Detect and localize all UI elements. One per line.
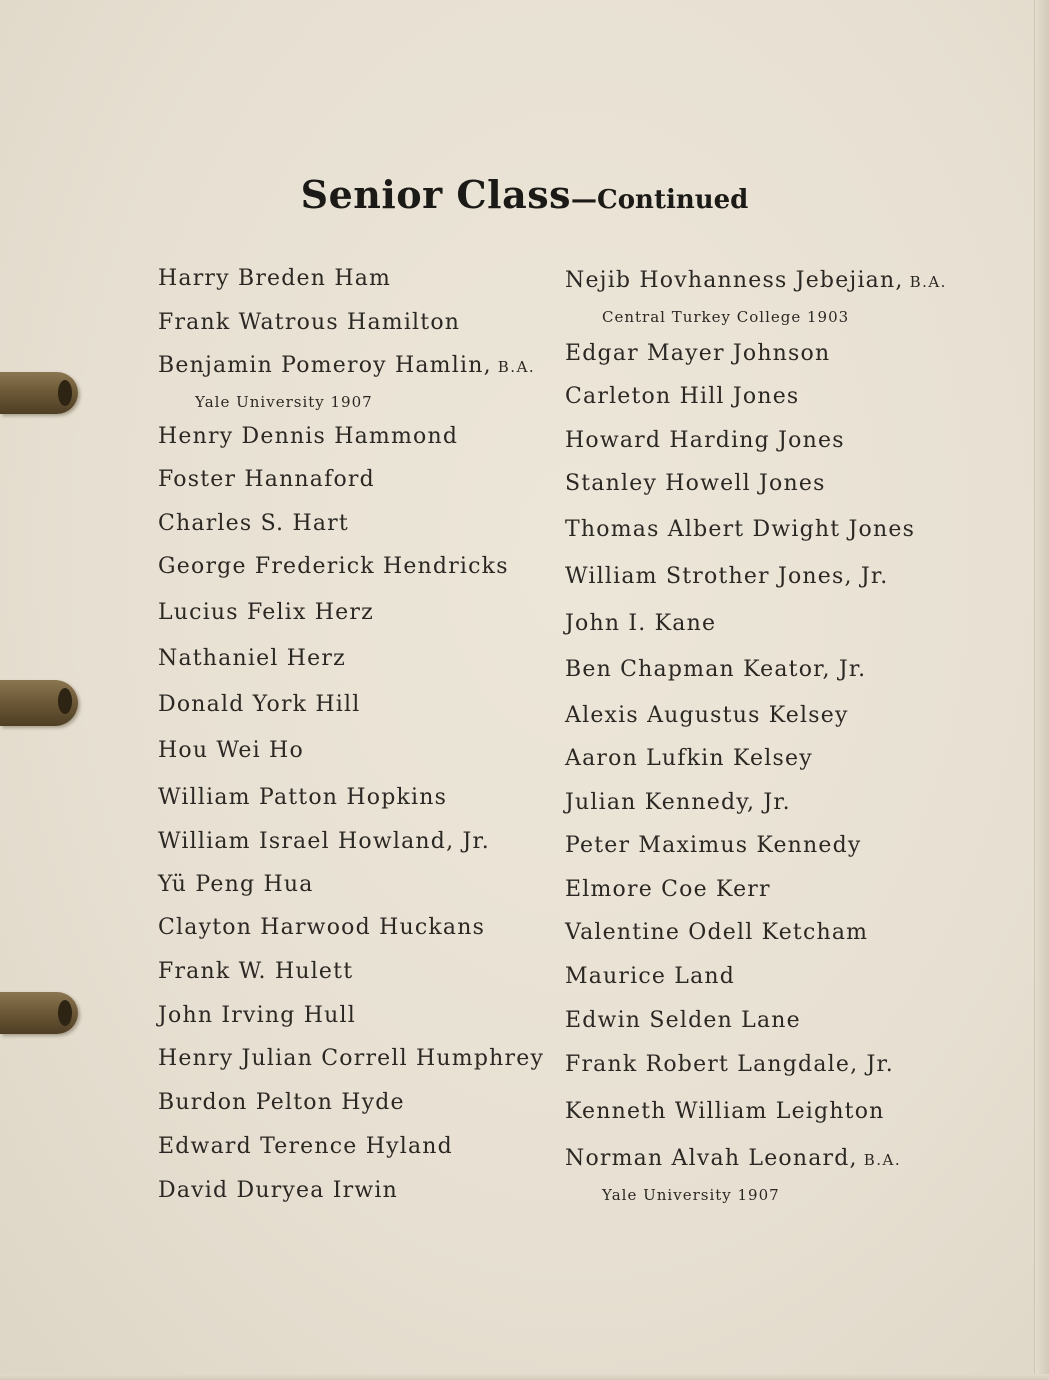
title-main: Senior Class [300, 172, 571, 217]
name-text: Hou Wei Ho [158, 738, 304, 763]
degree-text: B.A. [863, 1151, 902, 1169]
name-entry [565, 657, 866, 682]
name-text: Thomas Albert Dwight Jones [565, 517, 916, 542]
name-text: Edwin Selden Lane [565, 1008, 801, 1033]
name-text: Julian Kennedy, Jr. [565, 790, 791, 815]
name-text: William Strother Jones, Jr. [565, 564, 889, 589]
name-entry [565, 428, 845, 453]
name-text: Edward Terence Hyland [158, 1134, 453, 1159]
name-text: Frank W. Hulett [158, 959, 354, 984]
name-entry [158, 353, 535, 378]
name-text: Foster Hannaford [158, 467, 375, 492]
name-text: Howard Harding Jones [565, 428, 845, 453]
institution-text: Yale University 1907 [195, 393, 373, 411]
name-text: Charles S. Hart [158, 511, 349, 536]
name-entry [158, 829, 490, 854]
name-entry [565, 790, 791, 815]
name-text: Harry Breden Ham [158, 266, 392, 291]
name-entry [565, 341, 830, 366]
name-entry [565, 877, 771, 902]
name-entry [158, 646, 346, 671]
name-text: William Israel Howland, Jr. [158, 829, 490, 854]
binding-tie-bottom [0, 992, 78, 1034]
name-text: Carleton Hill Jones [565, 384, 800, 409]
name-entry [565, 611, 716, 636]
name-text: Frank Watrous Hamilton [158, 310, 461, 335]
name-entry [565, 1099, 885, 1124]
name-text: Benjamin Pomeroy Hamlin, [158, 353, 492, 378]
name-entry [158, 959, 353, 984]
name-entry [158, 266, 391, 291]
name-text: Frank Robert Langdale, Jr. [565, 1052, 894, 1077]
name-text: Nejib Hovhanness Jebejian, [565, 268, 904, 293]
name-entry [158, 511, 349, 536]
name-entry [565, 1146, 901, 1171]
institution-text: Central Turkey College 1903 [602, 308, 850, 326]
name-text: Stanley Howell Jones [565, 471, 826, 496]
name-entry [158, 692, 360, 717]
page-edge-bottom [0, 1374, 1049, 1380]
name-entry [158, 1003, 356, 1028]
name-entry [158, 310, 460, 335]
name-text: Valentine Odell Ketcham [565, 920, 869, 945]
name-text: George Frederick Hendricks [158, 554, 509, 579]
name-text: John I. Kane [565, 611, 717, 636]
name-text: Henry Julian Correll Humphrey [158, 1046, 545, 1071]
name-text: Yü Peng Hua [158, 872, 314, 897]
binding-tie-middle [0, 680, 78, 726]
name-entry [158, 467, 375, 492]
name-entry [565, 517, 915, 542]
name-text: Edgar Mayer Johnson [565, 341, 831, 366]
name-entry [158, 1134, 453, 1159]
name-text: Lucius Felix Herz [158, 600, 374, 625]
name-text: William Patton Hopkins [158, 785, 448, 810]
name-entry [565, 964, 735, 989]
degree-text: B.A. [497, 358, 536, 376]
name-text: John Irving Hull [158, 1003, 356, 1028]
name-entry [158, 1046, 544, 1071]
name-text: Kenneth William Leighton [565, 1099, 885, 1124]
name-entry [158, 1178, 398, 1203]
name-entry [565, 746, 813, 771]
name-entry [158, 424, 458, 449]
name-entry [565, 833, 862, 858]
name-text: David Duryea Irwin [158, 1178, 399, 1203]
name-entry [158, 600, 374, 625]
name-text: Elmore Coe Kerr [565, 877, 771, 902]
institution-text: Yale University 1907 [602, 1186, 780, 1204]
name-text: Aaron Lufkin Kelsey [565, 746, 813, 771]
name-entry [565, 1008, 801, 1033]
binding-tie-top [0, 372, 78, 414]
name-entry [565, 471, 826, 496]
name-entry [565, 1052, 894, 1077]
name-text: Peter Maximus Kennedy [565, 833, 862, 858]
name-text: Alexis Augustus Kelsey [565, 703, 849, 728]
name-text: Ben Chapman Keator, Jr. [565, 657, 867, 682]
name-text: Clayton Harwood Huckans [158, 915, 486, 940]
name-entry [565, 384, 799, 409]
title-suffix: —Continued [571, 185, 749, 215]
page-title [0, 172, 1049, 217]
name-text: Henry Dennis Hammond [158, 424, 459, 449]
name-entry [565, 564, 888, 589]
name-entry [565, 920, 868, 945]
name-entry [158, 915, 485, 940]
name-entry [565, 703, 849, 728]
name-text: Burdon Pelton Hyde [158, 1090, 405, 1115]
name-text: Maurice Land [565, 964, 736, 989]
name-entry [158, 1090, 405, 1115]
name-entry [158, 785, 447, 810]
name-entry [158, 738, 304, 763]
name-text: Nathaniel Herz [158, 646, 346, 671]
name-entry [158, 872, 314, 897]
degree-text: B.A. [909, 273, 947, 291]
name-entry [158, 554, 509, 579]
name-text: Norman Alvah Leonard, [565, 1146, 858, 1171]
name-entry [565, 268, 947, 293]
name-text: Donald York Hill [158, 692, 361, 717]
